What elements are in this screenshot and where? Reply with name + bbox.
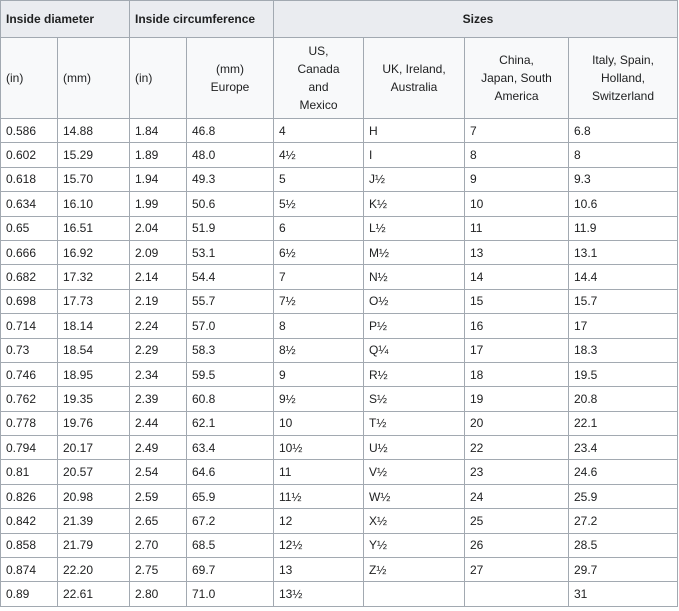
uk-size-cell: H xyxy=(364,119,465,143)
diameter-mm-cell: 14.88 xyxy=(58,119,130,143)
china-size-cell: 11 xyxy=(465,216,569,240)
italy-size-cell: 10.6 xyxy=(569,192,678,216)
china-size-cell: 23 xyxy=(465,460,569,484)
diameter-in-cell: 0.618 xyxy=(1,167,58,191)
diameter-in-header: (in) xyxy=(1,38,58,119)
diameter-in-cell: 0.89 xyxy=(1,582,58,606)
circumference-mm-cell: 69.7 xyxy=(187,558,274,582)
table-row xyxy=(1,314,678,338)
table-row xyxy=(1,265,678,289)
circumference-in-cell: 2.34 xyxy=(130,362,187,386)
uk-size-cell: X½ xyxy=(364,509,465,533)
us-size-cell: 8 xyxy=(274,314,364,338)
diameter-mm-cell: 21.79 xyxy=(58,533,130,557)
table-row xyxy=(1,484,678,508)
circumference-in-cell: 1.84 xyxy=(130,119,187,143)
us-size-cell: 6½ xyxy=(274,240,364,264)
us-size-cell: 4 xyxy=(274,119,364,143)
circumference-in-cell: 2.29 xyxy=(130,338,187,362)
diameter-in-cell: 0.698 xyxy=(1,289,58,313)
diameter-mm-cell: 15.29 xyxy=(58,143,130,167)
circumference-in-cell: 2.24 xyxy=(130,314,187,338)
uk-size-cell: U½ xyxy=(364,436,465,460)
uk-size-cell: T½ xyxy=(364,411,465,435)
china-size-cell: 19 xyxy=(465,387,569,411)
diameter-mm-cell: 18.54 xyxy=(58,338,130,362)
italy-size-cell: 24.6 xyxy=(569,460,678,484)
china-size-cell: 16 xyxy=(465,314,569,338)
circumference-mm-cell: 71.0 xyxy=(187,582,274,606)
circumference-mm-cell: 67.2 xyxy=(187,509,274,533)
diameter-mm-cell: 16.51 xyxy=(58,216,130,240)
china-size-cell: 15 xyxy=(465,289,569,313)
diameter-mm-cell: 22.20 xyxy=(58,558,130,582)
italy-size-cell: 9.3 xyxy=(569,167,678,191)
uk-size-cell: J½ xyxy=(364,167,465,191)
table-row xyxy=(1,460,678,484)
us-size-cell: 10 xyxy=(274,411,364,435)
diameter-in-cell: 0.634 xyxy=(1,192,58,216)
table-row xyxy=(1,216,678,240)
diameter-mm-cell: 17.73 xyxy=(58,289,130,313)
table-row xyxy=(1,509,678,533)
diameter-mm-cell: 22.61 xyxy=(58,582,130,606)
circumference-in-cell: 2.70 xyxy=(130,533,187,557)
italy-size-cell: 17 xyxy=(569,314,678,338)
china-size-cell: 24 xyxy=(465,484,569,508)
uk-size-cell: R½ xyxy=(364,362,465,386)
circumference-in-cell: 2.49 xyxy=(130,436,187,460)
table-row xyxy=(1,192,678,216)
diameter-in-cell: 0.81 xyxy=(1,460,58,484)
circumference-mm-cell: 63.4 xyxy=(187,436,274,460)
italy-size-cell: 18.3 xyxy=(569,338,678,362)
circumference-mm-cell: 49.3 xyxy=(187,167,274,191)
table-row xyxy=(1,533,678,557)
circumference-in-cell: 1.89 xyxy=(130,143,187,167)
uk-size-cell: P½ xyxy=(364,314,465,338)
table-row xyxy=(1,167,678,191)
circumference-in-cell: 1.94 xyxy=(130,167,187,191)
table-row xyxy=(1,240,678,264)
diameter-in-cell: 0.794 xyxy=(1,436,58,460)
diameter-in-cell: 0.746 xyxy=(1,362,58,386)
circumference-in-cell: 2.75 xyxy=(130,558,187,582)
us-size-cell: 12½ xyxy=(274,533,364,557)
italy-size-cell: 20.8 xyxy=(569,387,678,411)
us-size-cell: 4½ xyxy=(274,143,364,167)
diameter-in-cell: 0.858 xyxy=(1,533,58,557)
diameter-in-cell: 0.666 xyxy=(1,240,58,264)
circumference-mm-cell: 55.7 xyxy=(187,289,274,313)
diameter-mm-cell: 15.70 xyxy=(58,167,130,191)
china-size-cell: 20 xyxy=(465,411,569,435)
diameter-in-cell: 0.826 xyxy=(1,484,58,508)
italy-size-cell: 8 xyxy=(569,143,678,167)
table-body xyxy=(1,119,678,607)
uk-size-cell: I xyxy=(364,143,465,167)
china-size-cell: 22 xyxy=(465,436,569,460)
diameter-mm-cell: 20.17 xyxy=(58,436,130,460)
china-size-cell: 8 xyxy=(465,143,569,167)
uk-size-cell: L½ xyxy=(364,216,465,240)
us-size-cell: 13½ xyxy=(274,582,364,606)
china-japan-south-america-header: China, Japan, South America xyxy=(465,38,569,119)
circumference-in-header: (in) xyxy=(130,38,187,119)
us-size-cell: 9 xyxy=(274,362,364,386)
us-size-cell: 7 xyxy=(274,265,364,289)
china-size-cell: 26 xyxy=(465,533,569,557)
italy-size-cell: 19.5 xyxy=(569,362,678,386)
diameter-mm-cell: 19.35 xyxy=(58,387,130,411)
uk-size-cell: Y½ xyxy=(364,533,465,557)
us-canada-mexico-header: US, Canada and Mexico xyxy=(274,38,364,119)
circumference-mm-cell: 64.6 xyxy=(187,460,274,484)
circumference-mm-cell: 46.8 xyxy=(187,119,274,143)
circumference-mm-cell: 51.9 xyxy=(187,216,274,240)
table-row xyxy=(1,143,678,167)
circumference-in-cell: 2.14 xyxy=(130,265,187,289)
uk-size-cell: W½ xyxy=(364,484,465,508)
italy-size-cell: 25.9 xyxy=(569,484,678,508)
table-row xyxy=(1,582,678,606)
uk-size-cell: M½ xyxy=(364,240,465,264)
inside-diameter-header: Inside diameter xyxy=(1,1,130,38)
italy-size-cell: 22.1 xyxy=(569,411,678,435)
diameter-mm-cell: 20.57 xyxy=(58,460,130,484)
circumference-mm-cell: 60.8 xyxy=(187,387,274,411)
uk-size-cell: Q¼ xyxy=(364,338,465,362)
table-row xyxy=(1,387,678,411)
sizes-header: Sizes xyxy=(274,1,678,38)
diameter-mm-cell: 16.10 xyxy=(58,192,130,216)
diameter-mm-cell: 18.14 xyxy=(58,314,130,338)
diameter-in-cell: 0.778 xyxy=(1,411,58,435)
us-size-cell: 5 xyxy=(274,167,364,191)
circumference-in-cell: 2.59 xyxy=(130,484,187,508)
circumference-in-cell: 1.99 xyxy=(130,192,187,216)
uk-size-cell: O½ xyxy=(364,289,465,313)
uk-size-cell: V½ xyxy=(364,460,465,484)
us-size-cell: 11½ xyxy=(274,484,364,508)
italy-size-cell: 14.4 xyxy=(569,265,678,289)
circumference-in-cell: 2.04 xyxy=(130,216,187,240)
table-row xyxy=(1,362,678,386)
diameter-mm-cell: 18.95 xyxy=(58,362,130,386)
table-row xyxy=(1,119,678,143)
circumference-mm-cell: 59.5 xyxy=(187,362,274,386)
circumference-mm-cell: 54.4 xyxy=(187,265,274,289)
circumference-mm-cell: 57.0 xyxy=(187,314,274,338)
diameter-mm-header: (mm) xyxy=(58,38,130,119)
circumference-in-cell: 2.09 xyxy=(130,240,187,264)
circumference-in-cell: 2.80 xyxy=(130,582,187,606)
circumference-in-cell: 2.65 xyxy=(130,509,187,533)
diameter-in-cell: 0.586 xyxy=(1,119,58,143)
us-size-cell: 5½ xyxy=(274,192,364,216)
china-size-cell: 7 xyxy=(465,119,569,143)
us-size-cell: 7½ xyxy=(274,289,364,313)
italy-size-cell: 29.7 xyxy=(569,558,678,582)
china-size-cell: 27 xyxy=(465,558,569,582)
us-size-cell: 13 xyxy=(274,558,364,582)
us-size-cell: 12 xyxy=(274,509,364,533)
table-row xyxy=(1,411,678,435)
circumference-mm-cell: 50.6 xyxy=(187,192,274,216)
diameter-mm-cell: 17.32 xyxy=(58,265,130,289)
uk-size-cell: N½ xyxy=(364,265,465,289)
inside-circumference-header: Inside circumference xyxy=(130,1,274,38)
diameter-in-cell: 0.682 xyxy=(1,265,58,289)
diameter-in-cell: 0.65 xyxy=(1,216,58,240)
china-size-cell: 13 xyxy=(465,240,569,264)
china-size-cell: 14 xyxy=(465,265,569,289)
circumference-in-cell: 2.39 xyxy=(130,387,187,411)
china-size-cell xyxy=(465,582,569,606)
china-size-cell: 17 xyxy=(465,338,569,362)
circumference-mm-cell: 68.5 xyxy=(187,533,274,557)
circumference-in-cell: 2.19 xyxy=(130,289,187,313)
table-row xyxy=(1,338,678,362)
table-row xyxy=(1,558,678,582)
diameter-in-cell: 0.714 xyxy=(1,314,58,338)
us-size-cell: 11 xyxy=(274,460,364,484)
italy-size-cell: 28.5 xyxy=(569,533,678,557)
italy-size-cell: 31 xyxy=(569,582,678,606)
diameter-mm-cell: 20.98 xyxy=(58,484,130,508)
uk-size-cell: Z½ xyxy=(364,558,465,582)
circumference-in-cell: 2.44 xyxy=(130,411,187,435)
diameter-in-cell: 0.842 xyxy=(1,509,58,533)
china-size-cell: 25 xyxy=(465,509,569,533)
us-size-cell: 8½ xyxy=(274,338,364,362)
table-row xyxy=(1,436,678,460)
diameter-in-cell: 0.602 xyxy=(1,143,58,167)
circumference-mm-cell: 48.0 xyxy=(187,143,274,167)
us-size-cell: 10½ xyxy=(274,436,364,460)
column-header-row xyxy=(1,38,678,119)
table-row xyxy=(1,289,678,313)
china-size-cell: 10 xyxy=(465,192,569,216)
italy-size-cell: 27.2 xyxy=(569,509,678,533)
circumference-mm-europe-header: (mm) Europe xyxy=(187,38,274,119)
diameter-mm-cell: 21.39 xyxy=(58,509,130,533)
group-header-row xyxy=(1,1,678,38)
china-size-cell: 18 xyxy=(465,362,569,386)
circumference-mm-cell: 65.9 xyxy=(187,484,274,508)
diameter-in-cell: 0.762 xyxy=(1,387,58,411)
us-size-cell: 9½ xyxy=(274,387,364,411)
italy-size-cell: 11.9 xyxy=(569,216,678,240)
uk-size-cell xyxy=(364,582,465,606)
diameter-in-cell: 0.73 xyxy=(1,338,58,362)
uk-size-cell: S½ xyxy=(364,387,465,411)
circumference-mm-cell: 53.1 xyxy=(187,240,274,264)
italy-size-cell: 6.8 xyxy=(569,119,678,143)
circumference-mm-cell: 62.1 xyxy=(187,411,274,435)
uk-ireland-australia-header: UK, Ireland, Australia xyxy=(364,38,465,119)
diameter-mm-cell: 19.76 xyxy=(58,411,130,435)
italy-size-cell: 13.1 xyxy=(569,240,678,264)
diameter-mm-cell: 16.92 xyxy=(58,240,130,264)
us-size-cell: 6 xyxy=(274,216,364,240)
italy-size-cell: 15.7 xyxy=(569,289,678,313)
uk-size-cell: K½ xyxy=(364,192,465,216)
italy-size-cell: 23.4 xyxy=(569,436,678,460)
italy-spain-holland-switzerland-header: Italy, Spain, Holland, Switzerland xyxy=(569,38,678,119)
circumference-in-cell: 2.54 xyxy=(130,460,187,484)
diameter-in-cell: 0.874 xyxy=(1,558,58,582)
china-size-cell: 9 xyxy=(465,167,569,191)
circumference-mm-cell: 58.3 xyxy=(187,338,274,362)
